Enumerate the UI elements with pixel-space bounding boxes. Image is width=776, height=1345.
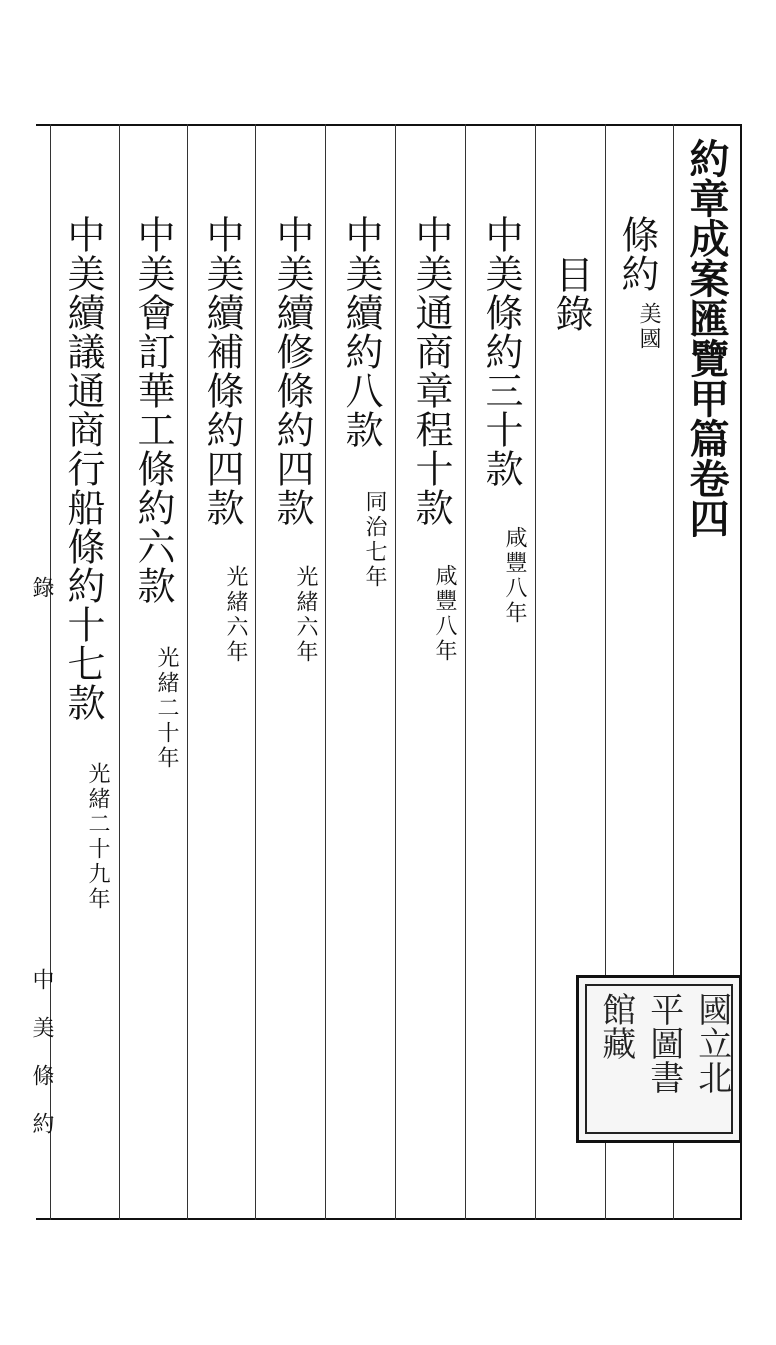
seal-text: 平圖書	[643, 992, 684, 1094]
entry-title: 中美通商章程十款	[409, 215, 453, 527]
entry-note: 光緒二十年	[154, 646, 179, 771]
entry-note: 咸豐八年	[502, 526, 527, 626]
entry-title: 中美條約三十款	[479, 215, 523, 488]
entry-note: 光緒六年	[293, 565, 318, 665]
entry-note: 咸豐八年	[432, 564, 457, 664]
margin-label: 中美條約	[29, 968, 54, 1160]
entry-note: 同治七年	[362, 490, 387, 590]
column-rule	[325, 124, 326, 1220]
column-rule	[119, 124, 120, 1220]
column-rule	[255, 124, 256, 1220]
entry-title: 中美續修條約四款	[270, 215, 314, 527]
section-heading: 條約	[615, 215, 659, 293]
margin-label: 錄	[29, 576, 54, 598]
seal-text: 館藏	[595, 992, 636, 1060]
entry-note: 光緒二十九年	[85, 762, 110, 912]
entry-title: 中美續約八款	[339, 215, 383, 449]
entry-title: 中美會訂華工條約六款	[131, 215, 175, 605]
column-rule	[465, 124, 466, 1220]
document-title: 約章成案匯覽甲篇卷四	[683, 138, 730, 538]
column-rule	[187, 124, 188, 1220]
index-label: 目錄	[549, 255, 593, 333]
section-note: 美國	[636, 302, 661, 352]
column-rule	[535, 124, 536, 1220]
entry-title: 中美續議通商行船條約十七款	[61, 215, 105, 722]
library-seal-icon	[576, 975, 742, 1143]
entry-note: 光緒六年	[223, 565, 248, 665]
seal-text: 國立北	[691, 992, 732, 1094]
column-rule	[395, 124, 396, 1220]
entry-title: 中美續補條約四款	[200, 215, 244, 527]
